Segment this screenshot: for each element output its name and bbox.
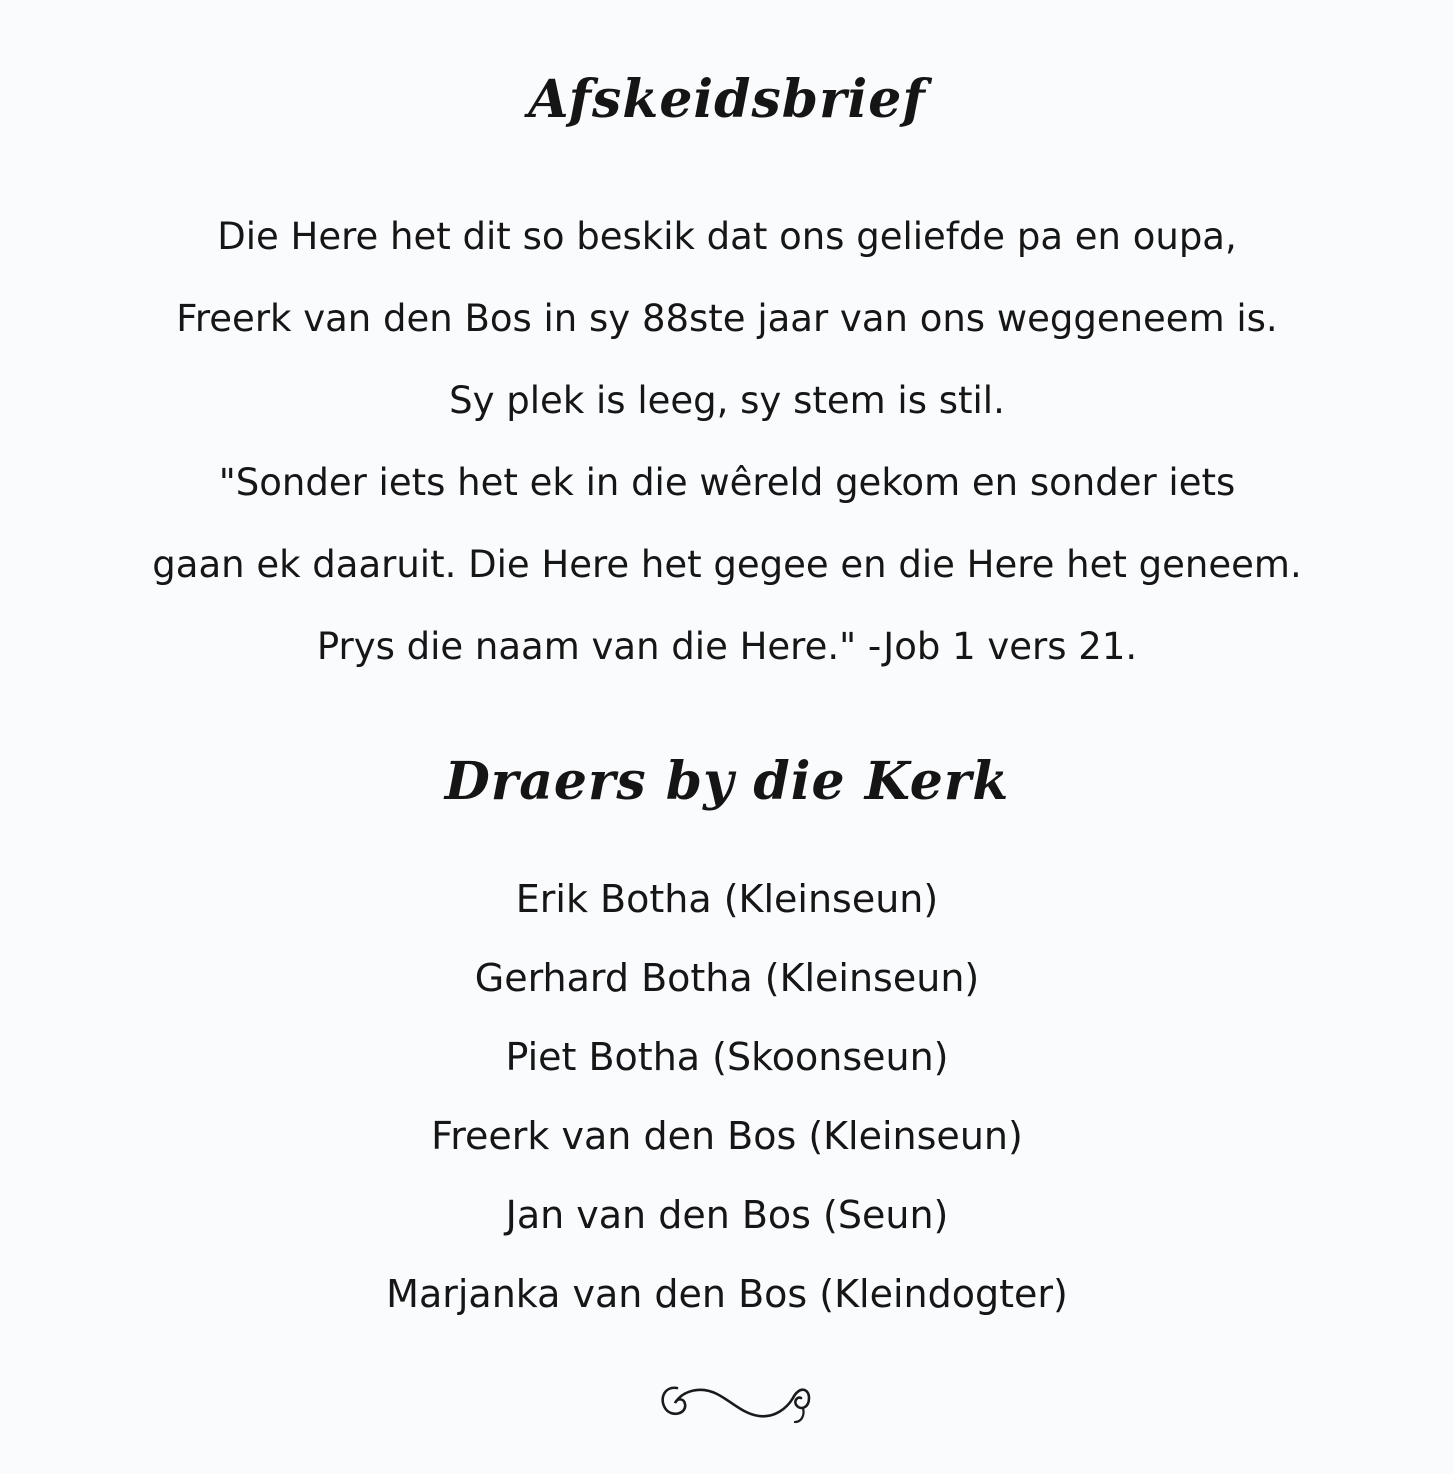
page-title: Afskeidsbrief: [528, 69, 926, 130]
bearer-name: Jan van den Bos (Seun): [505, 1193, 949, 1237]
bearer-name: Freerk van den Bos (Kleinseun): [431, 1114, 1023, 1158]
body-line: gaan ek daaruit. Die Here het gegee en die Here het geneem.: [152, 543, 1302, 586]
scroll-flourish-icon: [655, 1378, 815, 1426]
body-line: Freerk van den Bos in sy 88ste jaar van ons weggeneem is.: [176, 297, 1278, 340]
body-line: Die Here het dit so beskik dat ons geliefde pa en oupa,: [217, 215, 1237, 258]
bearer-name: Marjanka van den Bos (Kleindogter): [386, 1272, 1068, 1316]
body-line: Sy plek is leeg, sy stem is stil.: [449, 379, 1005, 422]
bearer-name: Piet Botha (Skoonseun): [505, 1035, 949, 1079]
bearer-name: Erik Botha (Kleinseun): [515, 877, 939, 921]
bearer-name: Gerhard Botha (Kleinseun): [474, 956, 980, 1000]
bearers-heading: Draers by die Kerk: [444, 751, 1010, 812]
body-line: "Sonder iets het ek in die wêreld gekom en sonder iets: [218, 461, 1236, 504]
body-line: Prys die naam van die Here." -Job 1 vers 21.: [316, 625, 1138, 668]
